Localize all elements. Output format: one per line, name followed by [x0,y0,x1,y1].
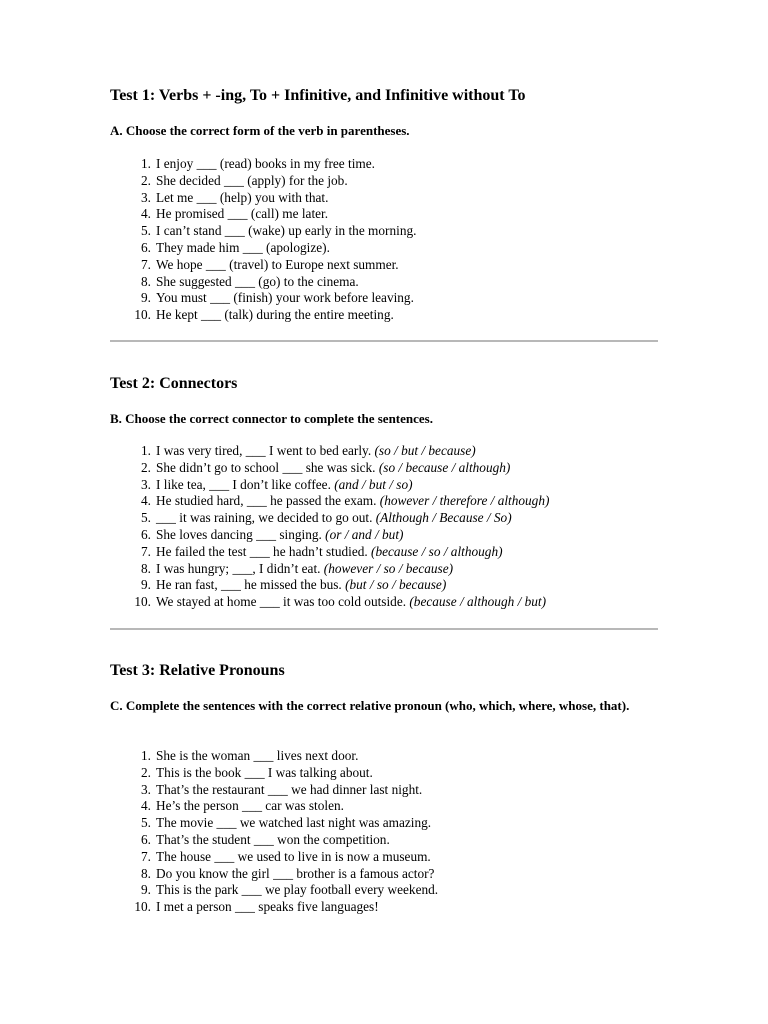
item-sentence: She is the woman ___ lives next door. [156,748,359,763]
item-sentence: He kept ___ (talk) during the entire meeting. [156,307,394,323]
item-sentence: He’s the person ___ car was stolen. [156,798,344,814]
exercise-item [110,561,549,578]
exercise-item [110,594,549,611]
item-sentence: Let me ___ (help) you with that. [156,189,329,205]
item-number: 5. [141,510,151,526]
item-number: 4. [141,798,151,814]
exercise-item [110,307,416,324]
item-sentence: That’s the restaurant ___ we had dinner last night. [156,781,423,797]
exercise-item [110,527,549,544]
item-sentence: I enjoy ___ (read) books in my free time. [156,156,375,171]
exercise-item [110,765,438,782]
item-options: (because / so / although) [371,543,503,559]
exercise-item [110,156,416,173]
item-number: 2. [141,764,151,780]
exercise-item [110,290,416,307]
item-number: 1. [141,443,151,458]
item-sentence: I can’t stand ___ (wake) up early in the morning. [156,223,417,239]
item-sentence: I was very tired, ___ I went to bed early. [156,443,375,458]
item-number: 10. [134,594,151,610]
item-number: 8. [141,273,151,289]
item-sentence: She suggested ___ (go) to the cinema. [156,273,359,289]
section-divider [110,628,658,630]
test1-list [110,156,416,324]
exercise-item [110,206,416,223]
item-sentence: Do you know the girl ___ brother is a famous actor? [156,865,435,881]
exercise-item [110,815,438,832]
item-sentence: He ran fast, ___ he missed the bus. [156,577,346,593]
item-number: 9. [141,577,151,593]
exercise-item [110,173,416,190]
test3-list [110,748,438,916]
exercise-item [110,510,549,527]
item-options: (but / so / because) [345,577,447,593]
item-sentence: They made him ___ (apologize). [156,239,330,255]
test2-instruction: B. Choose the correct connector to complete the sentences. [110,411,433,426]
exercise-item [110,782,438,799]
exercise-item [110,460,549,477]
item-sentence: The movie ___ we watched last night was amazing. [156,815,432,831]
exercise-item [110,866,438,883]
exercise-item [110,443,549,460]
test2-title: Test 2: Connectors [110,375,238,392]
item-sentence: ___ it was raining, we decided to go out. [156,510,376,526]
item-sentence: I was hungry; ___, I didn’t eat. [156,560,324,576]
exercise-item [110,748,438,765]
section-divider [110,340,658,342]
item-sentence: We stayed at home ___ it was too cold outside. [156,594,410,610]
item-number: 2. [141,459,151,475]
test1-title: Test 1: Verbs + -ing, To + Infinitive, and Infinitive without To [110,87,526,104]
item-number: 10. [134,307,151,323]
exercise-item [110,882,438,899]
item-sentence: She didn’t go to school ___ she was sick. [156,459,379,475]
item-options: (however / so / because) [323,560,454,576]
exercise-item [110,190,416,207]
item-number: 7. [141,848,151,864]
exercise-item [110,832,438,849]
item-sentence: He promised ___ (call) me later. [156,206,329,222]
item-number: 5. [141,223,151,239]
item-number: 1. [141,748,151,763]
item-sentence: That’s the student ___ won the competition. [156,831,390,847]
test2-list [110,443,549,611]
item-number: 3. [141,781,151,797]
item-sentence: The house ___ we used to live in is now a museum. [156,848,431,864]
item-number: 9. [141,290,151,306]
exercise-item [110,899,438,916]
item-options: (Although / Because / So) [375,510,512,526]
exercise-item [110,544,549,561]
item-number: 7. [141,543,151,559]
item-sentence: You must ___ (finish) your work before leaving. [156,290,414,306]
item-sentence: This is the book ___ I was talking about. [156,764,373,780]
item-options: (and / but / so) [334,476,413,492]
item-sentence: This is the park ___ we play football every weekend. [156,882,439,898]
item-number: 8. [141,560,151,576]
item-number: 6. [141,831,151,847]
item-options: (because / although / but) [409,594,547,610]
item-number: 9. [141,882,151,898]
item-sentence: She loves dancing ___ singing. [156,526,326,542]
item-number: 5. [141,815,151,831]
test1-instruction: A. Choose the correct form of the verb in parentheses. [110,123,410,138]
exercise-item [110,257,416,274]
exercise-item [110,798,438,815]
exercise-item [110,274,416,291]
item-sentence: He studied hard, ___ he passed the exam. [156,493,380,509]
item-number: 1. [141,156,151,171]
item-options: (however / therefore / although) [379,493,550,509]
test3-title: Test 3: Relative Pronouns [110,662,285,679]
item-number: 7. [141,256,151,272]
item-number: 4. [141,206,151,222]
item-options: (so / but / because) [374,443,476,458]
item-sentence: I like tea, ___ I don’t like coffee. [156,476,335,492]
item-sentence: I met a person ___ speaks five languages! [156,899,379,915]
item-number: 4. [141,493,151,509]
exercise-item [110,477,549,494]
item-sentence: She decided ___ (apply) for the job. [156,172,348,188]
exercise-item [110,849,438,866]
item-options: (or / and / but) [325,526,404,542]
test3-instruction: C. Complete the sentences with the correct relative pronoun (who, which, where, whose, that). [110,698,630,713]
item-number: 6. [141,239,151,255]
item-number: 10. [134,899,151,915]
item-number: 6. [141,526,151,542]
item-number: 3. [141,476,151,492]
exercise-item [110,577,549,594]
exercise-item [110,493,549,510]
item-options: (so / because / although) [378,459,511,475]
exercise-item [110,240,416,257]
item-sentence: He failed the test ___ he hadn’t studied. [156,543,372,559]
exercise-item [110,223,416,240]
item-sentence: We hope ___ (travel) to Europe next summer. [156,256,399,272]
item-number: 2. [141,172,151,188]
item-number: 3. [141,189,151,205]
item-number: 8. [141,865,151,881]
